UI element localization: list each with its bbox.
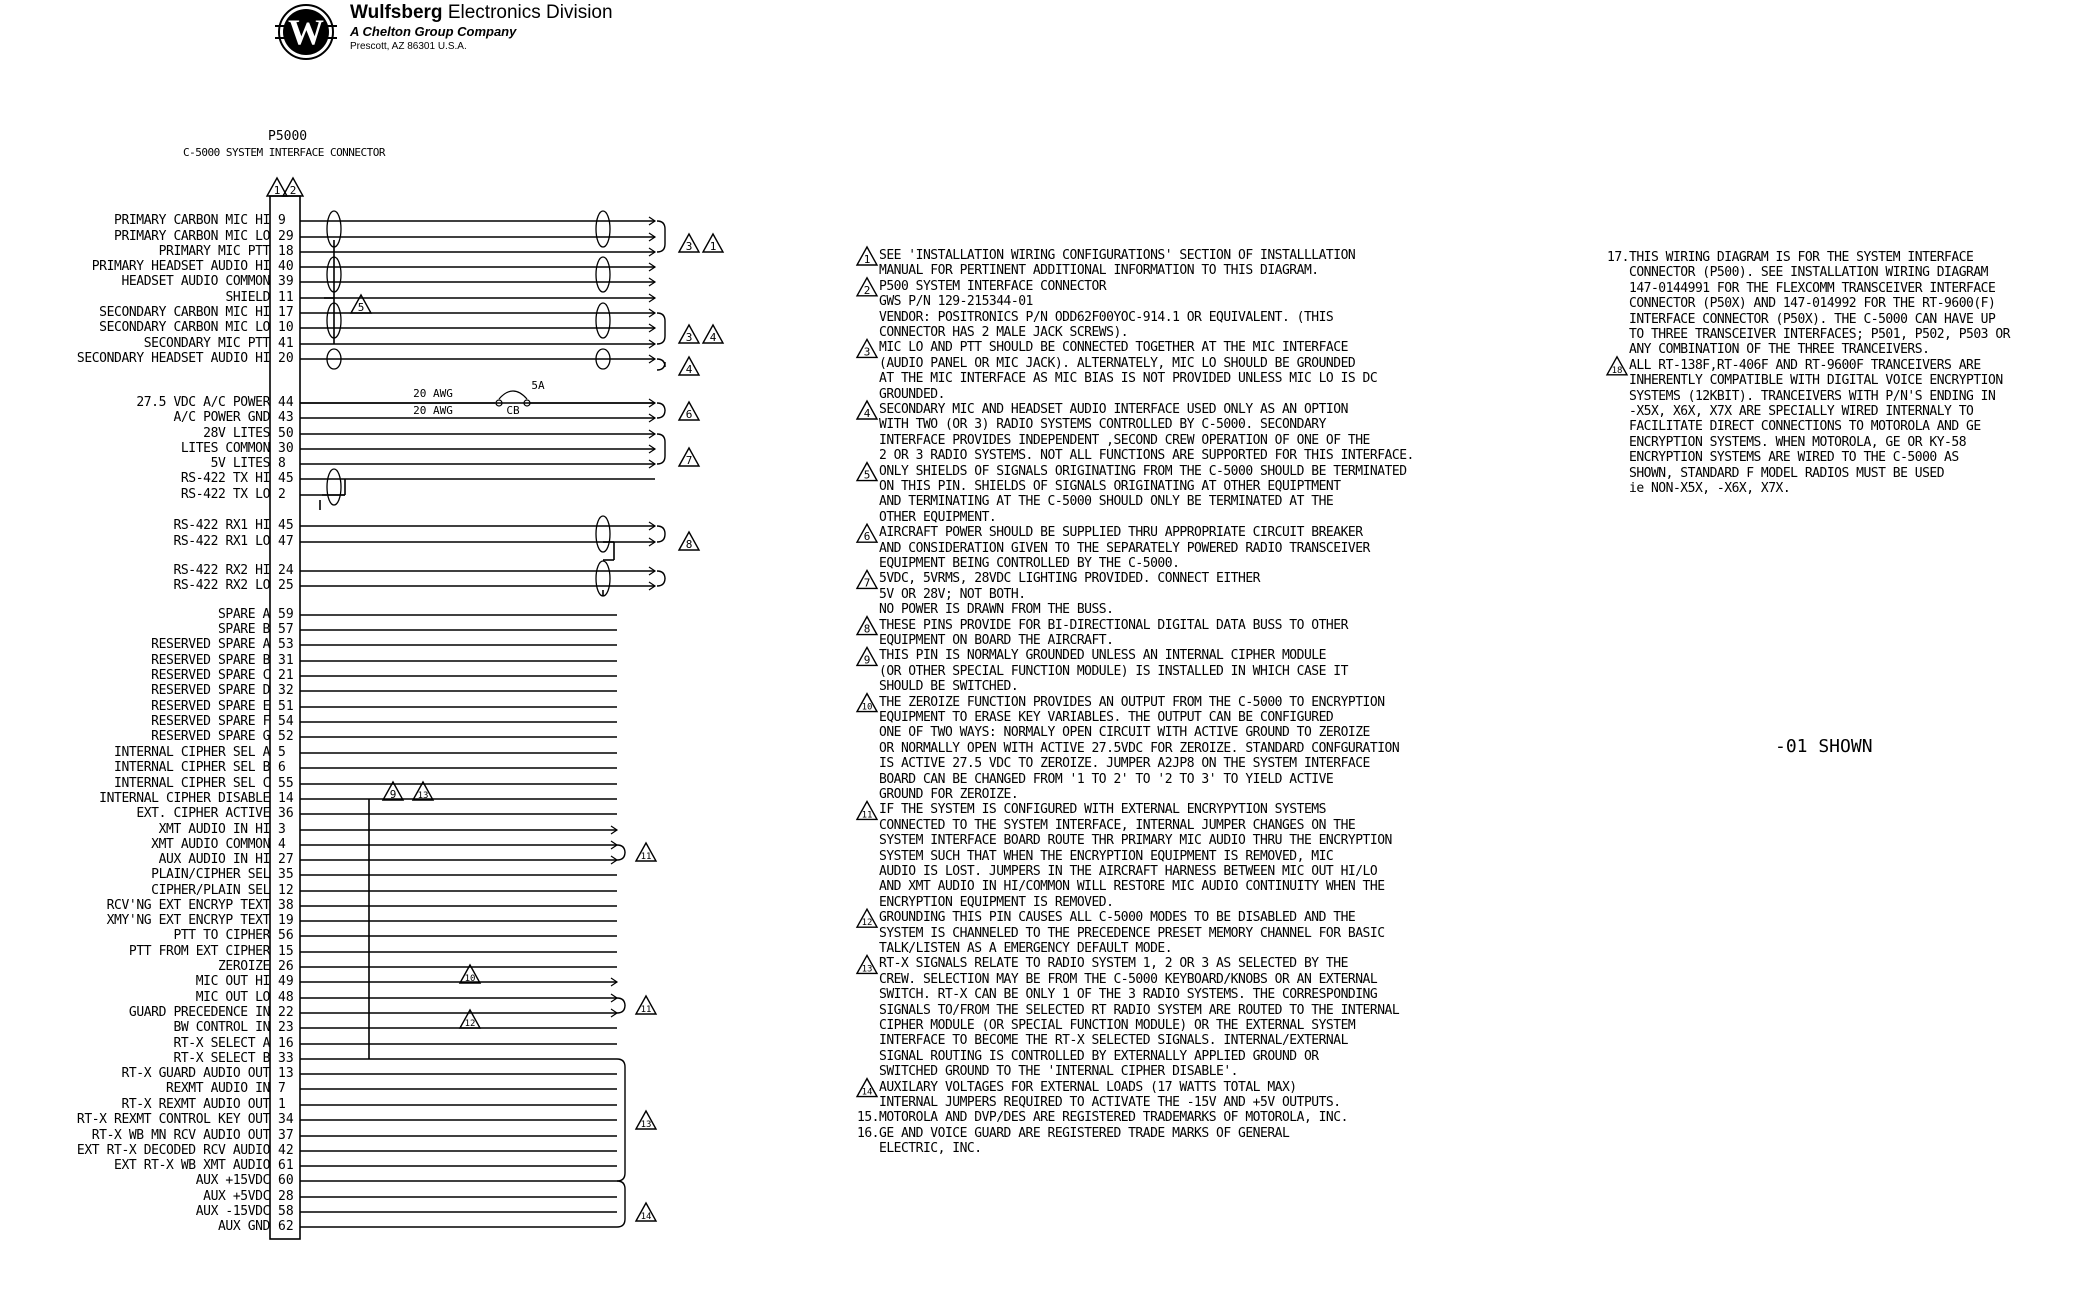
shield-oval bbox=[327, 469, 341, 505]
circuit-breaker bbox=[499, 391, 527, 399]
pin-number: 39 bbox=[278, 274, 294, 289]
pin-label: LITES COMMON bbox=[180, 441, 270, 456]
pin-number: 17 bbox=[278, 305, 294, 320]
awg-label-1: 20 AWG bbox=[413, 387, 453, 400]
pin-label: RESERVED SPARE F bbox=[151, 714, 270, 729]
group-bracket bbox=[657, 403, 665, 418]
note-flag: 4 bbox=[863, 407, 871, 420]
pin-label: AUX -15VDC bbox=[195, 1204, 270, 1219]
note-line: OTHER EQUIPMENT. bbox=[879, 509, 997, 525]
note-flag: 11 bbox=[861, 810, 873, 821]
logo-letter: W bbox=[288, 12, 324, 52]
pin-label: AUX GND bbox=[218, 1219, 270, 1234]
note-line: NO POWER IS DRAWN FROM THE BUSS. bbox=[879, 602, 1114, 618]
note-line: INTERFACE CONNECTOR (P50X). THE C-5000 CAN HAVE UP bbox=[1629, 311, 1996, 327]
pin-number: 32 bbox=[278, 683, 294, 698]
pin-label: RS-422 RX1 LO bbox=[173, 534, 270, 549]
note-line: SIGNAL ROUTING IS CONTROLLED BY EXTERNALLY APPLIED GROUND OR bbox=[879, 1048, 1319, 1064]
pin-label: RS-422 RX1 HI bbox=[173, 518, 270, 533]
awg-label-2: 20 AWG bbox=[413, 404, 453, 417]
note-line: AUDIO IS LOST. JUMPERS IN THE AIRCRAFT HARNESS BETWEEN MIC OUT HI/LO bbox=[879, 864, 1378, 879]
note-flag: 1 bbox=[863, 253, 871, 266]
note-line: CIPHER MODULE (OR SPECIAL FUNCTION MODULE) OR THE EXTERNAL SYSTEM bbox=[879, 1018, 1356, 1033]
note-line: AND TERMINATING AT THE C-5000 SHOULD ONLY BE TERMINATED AT THE bbox=[879, 494, 1334, 510]
group-bracket bbox=[657, 313, 665, 344]
flag-number: 1 bbox=[709, 240, 717, 253]
note-line: AT THE MIC INTERFACE AS MIC BIAS IS NOT PROVIDED UNLESS MIC LO IS DC bbox=[879, 371, 1378, 387]
flag-number: 12 bbox=[464, 1019, 476, 1029]
pin-label: RT-X GUARD AUDIO OUT bbox=[121, 1066, 270, 1081]
note-line: SYSTEM IS CHANNELED TO THE PRECEDENCE PRESET MEMORY CHANNEL FOR BASIC bbox=[879, 925, 1385, 941]
note-line: SIGNALS TO/FROM THE SELECTED RT RADIO SYSTEM ARE ROUTED TO THE INTERNAL bbox=[879, 1002, 1400, 1018]
group-bracket bbox=[617, 845, 625, 860]
pin-number: 60 bbox=[278, 1173, 294, 1188]
pin-label: HEADSET AUDIO COMMON bbox=[121, 274, 270, 289]
pin-label: 27.5 VDC A/C POWER bbox=[136, 395, 270, 410]
pin-number: 11 bbox=[278, 290, 294, 305]
flag-number: 4 bbox=[685, 363, 693, 376]
shield-oval bbox=[596, 303, 610, 338]
breaker-rating: 5A bbox=[531, 379, 545, 392]
note-flag: 18 bbox=[1611, 365, 1623, 376]
note-line: SYSTEMS (12KBIT). TRANCEIVERS WITH P/N'S ENDING IN bbox=[1629, 388, 1996, 404]
note-line: P500 SYSTEM INTERFACE CONNECTOR bbox=[879, 278, 1107, 294]
note-line: ENCRYPTION SYSTEMS. WHEN MOTOROLA, GE OR KY-58 bbox=[1629, 434, 1967, 450]
pin-label: RESERVED SPARE A bbox=[151, 637, 270, 652]
pin-number: 6 bbox=[278, 760, 286, 775]
note-line: ELECTRIC, INC. bbox=[879, 1141, 982, 1157]
pin-label: RESERVED SPARE E bbox=[151, 699, 270, 714]
flag-number: 5 bbox=[357, 301, 365, 314]
flag-number: 3 bbox=[685, 240, 693, 253]
pin-number: 21 bbox=[278, 668, 294, 683]
note-line: SYSTEM INTERFACE BOARD ROUTE THR PRIMARY MIC AUDIO THRU THE ENCRYPTION bbox=[879, 833, 1392, 849]
note-line: SEE 'INSTALLATION WIRING CONFIGURATIONS' SECTION OF INSTALLLATION bbox=[879, 248, 1356, 263]
pin-label: RESERVED SPARE G bbox=[151, 729, 270, 744]
pin-number: 35 bbox=[278, 867, 294, 882]
pin-number: 48 bbox=[278, 990, 294, 1005]
pin-number: 15 bbox=[278, 944, 294, 959]
group-bracket bbox=[657, 571, 665, 586]
pin-number: 30 bbox=[278, 441, 294, 456]
note-number: 17. bbox=[1607, 250, 1629, 265]
note-line: INTERFACE TO BECOME THE RT-X SELECTED SIGNALS. INTERNAL/EXTERNAL bbox=[879, 1033, 1348, 1049]
note-line: SWITCHED GROUND TO THE 'INTERNAL CIPHER DISABLE'. bbox=[879, 1064, 1239, 1080]
group-bracket bbox=[617, 1059, 625, 1181]
pin-label: INTERNAL CIPHER DISABLE bbox=[99, 791, 270, 806]
company-subtitle: A Chelton Group Company bbox=[350, 24, 517, 39]
note-line: TALK/LISTEN AS A EMERGENCY DEFAULT MODE. bbox=[879, 941, 1173, 956]
pin-label: EXT RT-X DECODED RCV AUDIO bbox=[76, 1143, 270, 1158]
note-line: GROUND FOR ZEROIZE. bbox=[879, 787, 1019, 802]
note-line: (AUDIO PANEL OR MIC JACK). ALTERNATELY, MIC LO SHOULD BE GROUNDED bbox=[879, 355, 1356, 371]
flag-number: 13 bbox=[417, 791, 429, 801]
note-line: GWS P/N 129-215344-01 bbox=[879, 294, 1033, 310]
note-flag: 14 bbox=[861, 1087, 873, 1098]
pin-number: 49 bbox=[278, 974, 294, 989]
group-bracket bbox=[617, 998, 625, 1013]
note-line: EQUIPMENT BEING CONTROLLED BY THE C-5000. bbox=[879, 556, 1180, 571]
pin-number: 23 bbox=[278, 1020, 294, 1035]
pin-label: PRIMARY CARBON MIC LO bbox=[114, 229, 270, 244]
pin-label: RS-422 TX HI bbox=[180, 471, 270, 486]
pin-number: 50 bbox=[278, 426, 294, 441]
pin-label: AUX +15VDC bbox=[195, 1173, 270, 1188]
pin-label: ZEROIZE bbox=[218, 959, 270, 974]
pin-number: 16 bbox=[278, 1036, 294, 1051]
pin-label: RT-X WB MN RCV AUDIO OUT bbox=[91, 1128, 270, 1143]
note-line: THESE PINS PROVIDE FOR BI-DIRECTIONAL DIGITAL DATA BUSS TO OTHER bbox=[879, 617, 1348, 633]
note-line: EQUIPMENT ON BOARD THE AIRCRAFT. bbox=[879, 633, 1114, 648]
flag-number: 4 bbox=[709, 331, 717, 344]
note-line: RT-X SIGNALS RELATE TO RADIO SYSTEM 1, 2 OR 3 AS SELECTED BY THE bbox=[879, 956, 1348, 972]
pin-label: SECONDARY CARBON MIC LO bbox=[99, 320, 270, 335]
pin-number: 1 bbox=[278, 1097, 286, 1112]
pin-label: SHIELD bbox=[225, 290, 270, 305]
flag-number: 7 bbox=[685, 454, 693, 467]
pin-number: 28 bbox=[278, 1189, 294, 1204]
pin-number: 9 bbox=[278, 213, 286, 228]
note-flag: 6 bbox=[863, 530, 871, 544]
note-line: CONNECTED TO THE SYSTEM INTERFACE, INTERNAL JUMPER CHANGES ON THE bbox=[879, 817, 1356, 833]
note-line: ENCRYPTION SYSTEMS ARE WIRED TO THE C-5000 AS bbox=[1629, 450, 1959, 466]
flag-number: 9 bbox=[389, 788, 397, 801]
shield-oval bbox=[596, 211, 610, 247]
note-line: WITH TWO (OR 3) RADIO SYSTEMS CONTROLLED BY C-5000. SECONDARY bbox=[879, 417, 1326, 433]
flag-number: 14 bbox=[640, 1212, 652, 1222]
breaker-label: CB bbox=[506, 404, 520, 417]
pin-number: 36 bbox=[278, 806, 294, 821]
pin-number: 2 bbox=[278, 487, 286, 502]
note-line: SECONDARY MIC AND HEADSET AUDIO INTERFACE USED ONLY AS AN OPTION bbox=[879, 402, 1348, 417]
note-line: FACILITATE DIRECT CONNECTIONS TO MOTOROLA AND GE bbox=[1629, 419, 1981, 435]
note-line: OR NORMALLY OPEN WITH ACTIVE 27.5VDC FOR ZEROIZE. STANDARD CONFGURATION bbox=[879, 740, 1400, 756]
pin-label: RT-X SELECT B bbox=[173, 1051, 270, 1066]
note-line: ONLY SHIELDS OF SIGNALS ORIGINATING FROM THE C-5000 SHOULD BE TERMINATED bbox=[879, 463, 1407, 479]
note-line: GROUNDING THIS PIN CAUSES ALL C-5000 MODES TO BE DISABLED AND THE bbox=[879, 910, 1356, 926]
note-line: CONNECTOR (P500). SEE INSTALLATION WIRING DIAGRAM bbox=[1629, 265, 1989, 281]
pin-number: 43 bbox=[278, 410, 294, 425]
group-bracket bbox=[657, 434, 665, 464]
note-flag: 13 bbox=[861, 964, 873, 975]
pin-label: A/C POWER GND bbox=[173, 410, 270, 425]
note-line: AIRCRAFT POWER SHOULD BE SUPPLIED THRU APPROPRIATE CIRCUIT BREAKER bbox=[879, 525, 1363, 541]
pin-label: XMY'NG EXT ENCRYP TEXT bbox=[106, 913, 270, 928]
pin-label: RT-X REXMT CONTROL KEY OUT bbox=[76, 1112, 270, 1127]
pin-number: 20 bbox=[278, 351, 294, 366]
note-line: THIS WIRING DIAGRAM IS FOR THE SYSTEM INTERFACE bbox=[1629, 250, 1974, 265]
note-line: AUXILARY VOLTAGES FOR EXTERNAL LOADS (17 WATTS TOTAL MAX) bbox=[879, 1079, 1297, 1095]
note-line: MOTOROLA AND DVP/DES ARE REGISTERED TRADEMARKS OF MOTOROLA, INC. bbox=[879, 1110, 1348, 1126]
group-bracket bbox=[657, 359, 665, 370]
pin-label: SPARE A bbox=[218, 607, 270, 622]
note-line: INTERNAL JUMPERS REQUIRED TO ACTIVATE THE -15V AND +5V OUTPUTS. bbox=[879, 1095, 1341, 1110]
pin-number: 18 bbox=[278, 244, 294, 259]
pin-label: INTERNAL CIPHER SEL B bbox=[114, 760, 270, 775]
pin-number: 55 bbox=[278, 776, 294, 791]
pin-number: 4 bbox=[278, 837, 286, 852]
pin-label: 28V LITES bbox=[203, 426, 270, 441]
pin-label: PTT FROM EXT CIPHER bbox=[128, 944, 270, 959]
connector-title: C-5000 SYSTEM INTERFACE CONNECTOR bbox=[183, 146, 386, 159]
note-line: ALL RT-138F,RT-406F AND RT-9600F TRANCEIVERS ARE bbox=[1629, 357, 1981, 373]
flag-number: 8 bbox=[685, 538, 693, 551]
pin-number: 59 bbox=[278, 607, 294, 622]
note-line: SHOWN, STANDARD F MODEL RADIOS MUST BE USED bbox=[1629, 465, 1945, 481]
note-line: GE AND VOICE GUARD ARE REGISTERED TRADE MARKS OF GENERAL bbox=[879, 1125, 1290, 1141]
pin-label: AUX +5VDC bbox=[203, 1189, 270, 1204]
note-line: GROUNDED. bbox=[879, 386, 945, 402]
note-line: EQUIPMENT TO ERASE KEY VARIABLES. THE OUTPUT CAN BE CONFIGURED bbox=[879, 710, 1334, 725]
pin-label: PLAIN/CIPHER SEL bbox=[151, 867, 270, 882]
pin-label: MIC OUT HI bbox=[195, 974, 270, 989]
note-line: 5VDC, 5VRMS, 28VDC LIGHTING PROVIDED. CONNECT EITHER bbox=[879, 571, 1260, 587]
pin-number: 54 bbox=[278, 714, 294, 729]
pin-label: SECONDARY MIC PTT bbox=[143, 336, 270, 351]
pin-number: 5 bbox=[278, 745, 286, 760]
pin-number: 62 bbox=[278, 1219, 294, 1234]
pin-number: 44 bbox=[278, 395, 294, 410]
pin-label: PRIMARY MIC PTT bbox=[158, 244, 270, 259]
note-line: CREW. SELECTION MAY BE FROM THE C-5000 KEYBOARD/KNOBS OR AN EXTERNAL bbox=[879, 971, 1378, 987]
pin-number: 26 bbox=[278, 959, 294, 974]
note-line: SYSTEM SUCH THAT WHEN THE ENCRYPTION EQUIPMENT IS REMOVED, MIC bbox=[879, 848, 1334, 864]
pin-label: XMT AUDIO COMMON bbox=[151, 837, 270, 852]
pin-number: 56 bbox=[278, 928, 294, 943]
shield-oval bbox=[596, 516, 610, 552]
pin-label: RS-422 RX2 LO bbox=[173, 578, 270, 593]
pin-label: RESERVED SPARE C bbox=[151, 668, 270, 683]
note-line: CONNECTOR (P50X) AND 147-014992 FOR THE RT-9600(F) bbox=[1629, 296, 1996, 312]
flag-number: 3 bbox=[685, 331, 693, 344]
note-line: SHOULD BE SWITCHED. bbox=[879, 679, 1019, 695]
pin-label: PTT TO CIPHER bbox=[173, 928, 270, 943]
pin-number: 7 bbox=[278, 1081, 286, 1096]
note-line: ENCRYPTION EQUIPMENT IS REMOVED. bbox=[879, 894, 1114, 910]
pin-label: SECONDARY HEADSET AUDIO HI bbox=[76, 351, 270, 366]
note-line: ie NON-X5X, -X6X, X7X. bbox=[1629, 481, 1791, 496]
pin-number: 51 bbox=[278, 699, 294, 714]
note-number: 15. bbox=[857, 1110, 879, 1126]
note-flag: 2 bbox=[863, 283, 871, 297]
note-line: INHERENTLY COMPATIBLE WITH DIGITAL VOICE ENCRYPTION bbox=[1629, 373, 2003, 389]
note-line: AND XMT AUDIO IN HI/COMMON WILL RESTORE MIC AUDIO CONTINUITY WHEN THE bbox=[879, 879, 1385, 895]
pin-number: 37 bbox=[278, 1128, 294, 1143]
pin-label: SECONDARY CARBON MIC HI bbox=[99, 305, 270, 320]
pin-number: 58 bbox=[278, 1204, 294, 1219]
pin-number: 42 bbox=[278, 1143, 294, 1158]
pin-number: 14 bbox=[278, 791, 294, 806]
pin-number: 31 bbox=[278, 653, 294, 668]
pin-label: RS-422 TX LO bbox=[180, 487, 270, 502]
flag-number: 10 bbox=[464, 974, 476, 984]
note-line: -X5X, X6X, X7X ARE SPECIALLY WIRED INTERNALY TO bbox=[1629, 404, 1974, 419]
note-line: 5V OR 28V; NOT BOTH. bbox=[879, 586, 1026, 602]
shield-oval bbox=[596, 257, 610, 292]
note-flag: 9 bbox=[863, 653, 871, 667]
pin-number: 34 bbox=[278, 1112, 294, 1127]
group-bracket bbox=[617, 1181, 625, 1227]
pin-label: INTERNAL CIPHER SEL A bbox=[114, 745, 270, 760]
pin-label: INTERNAL CIPHER SEL C bbox=[114, 776, 270, 791]
pin-number: 12 bbox=[278, 883, 294, 898]
pin-label: SPARE B bbox=[218, 622, 270, 637]
company-name: Wulfsberg Electronics Division bbox=[350, 2, 613, 23]
note-line: BOARD CAN BE CHANGED FROM '1 TO 2' TO '2 TO 3' TO YIELD ACTIVE bbox=[879, 771, 1334, 787]
note-line: (OR OTHER SPECIAL FUNCTION MODULE) IS INSTALLED IN WHICH CASE IT bbox=[879, 663, 1348, 679]
pin-number: 41 bbox=[278, 336, 294, 351]
note-line: MANUAL FOR PERTINENT ADDITIONAL INFORMATION TO THIS DIAGRAM. bbox=[879, 263, 1319, 279]
pin-number: 45 bbox=[278, 471, 294, 486]
pin-number: 13 bbox=[278, 1066, 294, 1081]
connector-name: P5000 bbox=[268, 129, 308, 144]
note-line: INTERFACE PROVIDES INDEPENDENT ,SECOND CREW OPERATION OF ONE OF THE bbox=[879, 432, 1370, 448]
note-line: SWITCH. RT-X CAN BE ONLY 1 OF THE 3 RADIO SYSTEMS. THE CORRESPONDING bbox=[879, 987, 1378, 1003]
pin-label: EXT. CIPHER ACTIVE bbox=[136, 806, 270, 821]
pin-label: RESERVED SPARE D bbox=[151, 683, 270, 698]
note-flag: 3 bbox=[863, 345, 871, 359]
shown-label: -01 SHOWN bbox=[1775, 736, 1873, 757]
pin-number: 33 bbox=[278, 1051, 294, 1066]
note-line: THE ZEROIZE FUNCTION PROVIDES AN OUTPUT FROM THE C-5000 TO ENCRYPTION bbox=[879, 694, 1385, 710]
pin-number: 19 bbox=[278, 913, 294, 928]
pin-number: 3 bbox=[278, 822, 286, 837]
pin-number: 25 bbox=[278, 578, 294, 593]
pin-label: RS-422 RX2 HI bbox=[173, 563, 270, 578]
note-line: CONNECTOR HAS 2 MALE JACK SCREWS). bbox=[879, 325, 1129, 340]
company-address: Prescott, AZ 86301 U.S.A. bbox=[350, 41, 467, 52]
pin-number: 61 bbox=[278, 1158, 294, 1173]
pin-number: 53 bbox=[278, 637, 294, 652]
note-line: TO THREE TRANSCEIVER INTERFACES; P501, P502, P503 OR bbox=[1629, 327, 2010, 342]
pin-number: 27 bbox=[278, 852, 294, 867]
pin-label: RT-X REXMT AUDIO OUT bbox=[121, 1097, 270, 1112]
note-flag: 5 bbox=[863, 468, 871, 482]
group-bracket bbox=[657, 221, 665, 252]
connector-body bbox=[270, 196, 300, 1239]
pin-number: 22 bbox=[278, 1005, 294, 1020]
note-line: VENDOR: POSITRONICS P/N ODD62F00YOC-914.1 OR EQUIVALENT. (THIS bbox=[879, 309, 1334, 325]
connector-flag: 2 bbox=[289, 184, 297, 197]
flag-number: 11 bbox=[640, 1005, 652, 1015]
note-flag: 7 bbox=[863, 576, 871, 590]
pin-label: RESERVED SPARE B bbox=[151, 653, 270, 668]
pin-number: 29 bbox=[278, 229, 294, 244]
group-bracket bbox=[657, 526, 665, 542]
pin-label: RCV'NG EXT ENCRYP TEXT bbox=[106, 898, 270, 913]
note-flag: 8 bbox=[863, 622, 871, 636]
note-line: ANY COMBINATION OF THE THREE TRANCEIVERS. bbox=[1629, 342, 1930, 358]
pin-number: 38 bbox=[278, 898, 294, 913]
note-line: ON THIS PIN. SHIELDS OF SIGNALS ORIGINATING AT OTHER EQUIPTMENT bbox=[879, 479, 1341, 494]
note-number: 16. bbox=[857, 1125, 879, 1141]
note-line: THIS PIN IS NORMALY GROUNDED UNLESS AN INTERNAL CIPHER MODULE bbox=[879, 648, 1326, 664]
pin-number: 10 bbox=[278, 320, 294, 335]
pin-label: PRIMARY CARBON MIC HI bbox=[114, 213, 270, 228]
pin-number: 47 bbox=[278, 534, 294, 549]
note-line: 2 OR 3 RADIO SYSTEMS. NOT ALL FUNCTIONS ARE SUPPORTED FOR THIS INTERFACE. bbox=[879, 448, 1414, 464]
note-line: IS ACTIVE 27.5 VDC TO ZEROIZE. JUMPER A2JP8 ON THE SYSTEM INTERFACE bbox=[879, 756, 1370, 772]
note-line: ONE OF TWO WAYS: NORMALY OPEN CIRCUIT WITH ACTIVE GROUND TO ZEROIZE bbox=[879, 725, 1370, 741]
flag-number: 6 bbox=[685, 408, 693, 421]
pin-label: RT-X SELECT A bbox=[173, 1036, 270, 1051]
pin-label: REXMT AUDIO IN bbox=[166, 1081, 270, 1096]
flag-number: 11 bbox=[640, 852, 652, 862]
note-flag: 12 bbox=[861, 918, 873, 929]
pin-label: XMT AUDIO IN HI bbox=[158, 822, 270, 837]
pin-label: 5V LITES bbox=[210, 456, 270, 471]
note-line: 147-0144991 FOR THE FLEXCOMM TRANSCEIVER INTERFACE bbox=[1629, 280, 1996, 296]
pin-number: 24 bbox=[278, 563, 294, 578]
pin-number: 40 bbox=[278, 259, 294, 274]
pin-label: PRIMARY HEADSET AUDIO HI bbox=[91, 259, 270, 274]
note-line: MIC LO AND PTT SHOULD BE CONNECTED TOGETHER AT THE MIC INTERFACE bbox=[879, 340, 1348, 356]
connector-flag: 1 bbox=[273, 184, 281, 197]
note-line: AND CONSIDERATION GIVEN TO THE SEPARATELY POWERED RADIO TRANSCEIVER bbox=[879, 540, 1370, 556]
pin-label: CIPHER/PLAIN SEL bbox=[151, 883, 270, 898]
pin-label: MIC OUT LO bbox=[195, 990, 270, 1005]
pin-label: BW CONTROL IN bbox=[173, 1020, 270, 1035]
note-line: IF THE SYSTEM IS CONFIGURED WITH EXTERNAL ENCRYPYTION SYSTEMS bbox=[879, 802, 1326, 818]
pin-label: AUX AUDIO IN HI bbox=[158, 852, 270, 867]
pin-label: EXT RT-X WB XMT AUDIO bbox=[114, 1158, 270, 1173]
pin-number: 8 bbox=[278, 456, 286, 471]
note-flag: 10 bbox=[861, 702, 873, 713]
pin-number: 52 bbox=[278, 729, 294, 744]
pin-number: 57 bbox=[278, 622, 294, 637]
pin-label: GUARD PRECEDENCE IN bbox=[128, 1005, 270, 1020]
pin-number: 45 bbox=[278, 518, 294, 533]
flag-number: 13 bbox=[640, 1120, 652, 1130]
